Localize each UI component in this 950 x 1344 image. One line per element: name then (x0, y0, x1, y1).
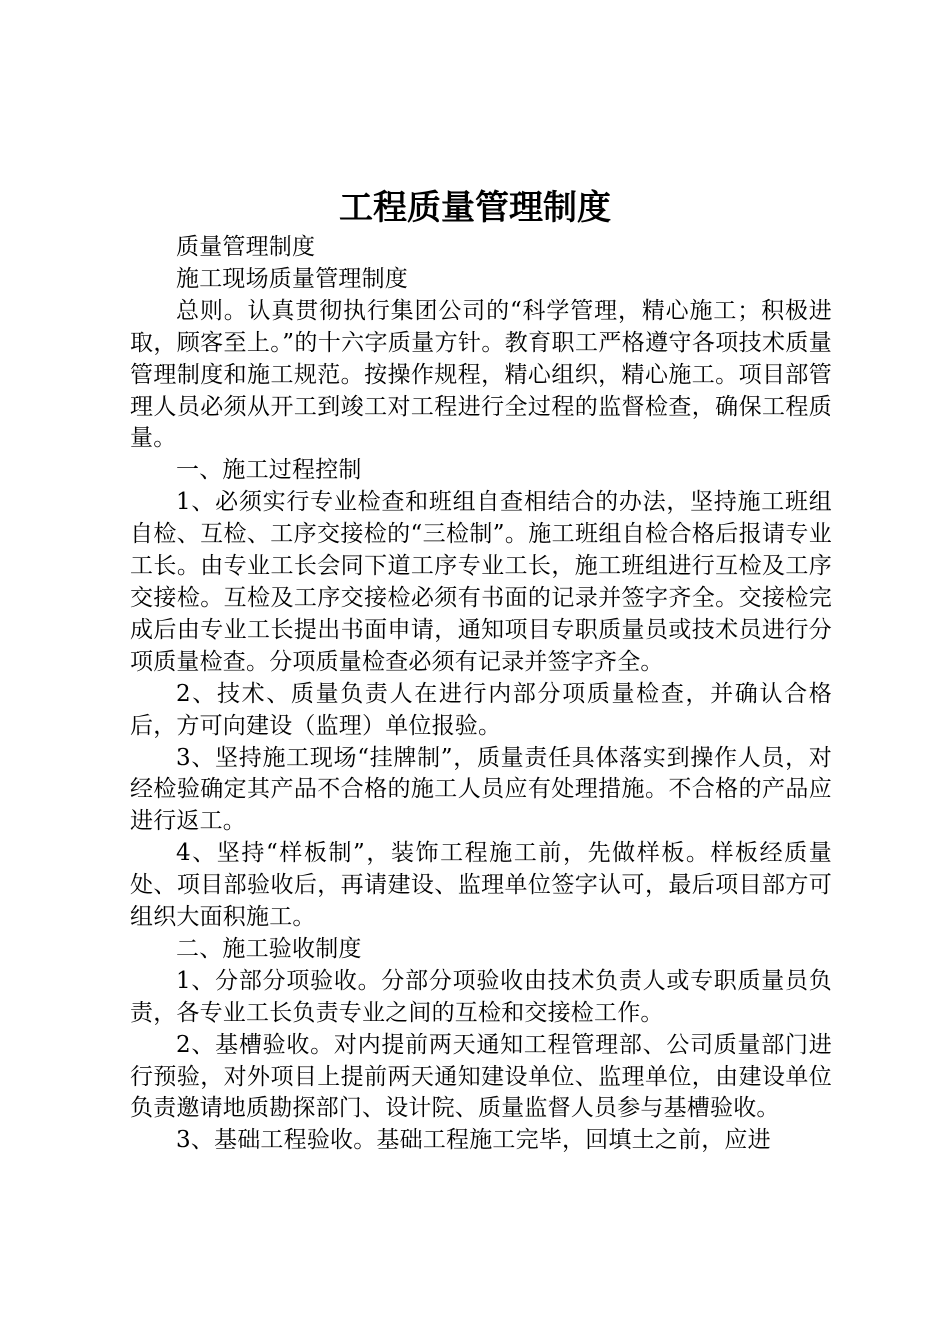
paragraph-item-4-sample: 4、坚持“样板制”，装饰工程施工前，先做样板。样板经质量处、项目部验收后，再请建设、监理单位签字认可，最后项目部方可组织大面积施工。 (130, 840, 832, 931)
paragraph-heading-quality-system: 质量管理制度 (176, 234, 316, 260)
section-heading-process-control: 一、施工过程控制 (176, 457, 362, 484)
paragraph-item-1-inspection: 1、必须实行专业检查和班组自查相结合的办法，坚持施工班组自检、互检、工序交接检的“三检制”。施工班组自检合格后报请专业工长。由专业工长会同下道工序专业工长，施工班组进行互检及工序交接检。互检及工序交接检必须有书面的记录并签字齐全。交接检完成后由专业工长提出书面申请，通知项目专职质量员或技术员进行分项质量检查。分项质量检查必须有记录并签字齐全。 (130, 489, 832, 675)
document-title: 工程质量管理制度 (339, 188, 611, 228)
document-body (130, 232, 832, 1157)
paragraph-item-2-report: 2、技术、质量负责人在进行内部分项质量检查，并确认合格后，方可向建设（监理）单位报验。 (130, 680, 832, 739)
paragraph-general-principles: 总则。认真贯彻执行集团公司的“科学管理，精心施工；积极进取，顾客至上。”的十六字质量方针。教育职工严格遵守各项技术质量管理制度和施工规范。按操作规程，精心组织，精心施工。项目部管理人员必须从开工到竣工对工程进行全过程的监督检查，确保工程质量。 (130, 297, 832, 452)
paragraph-acceptance-2-foundation-trench: 2、基槽验收。对内提前两天通知工程管理部、公司质量部门进行预验，对外项目上提前两天通知建设单位、监理单位，由建设单位负责邀请地质勘探部门、设计院、质量监督人员参与基槽验收。 (130, 1031, 832, 1122)
paragraph-acceptance-1-subdivision: 1、分部分项验收。分部分项验收由技术负责人或专职质量员负责，各专业工长负责专业之间的互检和交接检工作。 (130, 967, 832, 1026)
paragraph-heading-site-quality-system: 施工现场质量管理制度 (176, 265, 408, 292)
paragraph-acceptance-3-foundation-works: 3、基础工程验收。基础工程施工完毕，回填土之前，应进 (176, 1127, 771, 1154)
section-heading-acceptance-system: 二、施工验收制度 (176, 935, 362, 962)
paragraph-item-3-tagging: 3、坚持施工现场“挂牌制”，质量责任具体落实到操作人员，对经检验确定其产品不合格的施工人员应有处理措施。不合格的产品应进行返工。 (130, 744, 832, 835)
